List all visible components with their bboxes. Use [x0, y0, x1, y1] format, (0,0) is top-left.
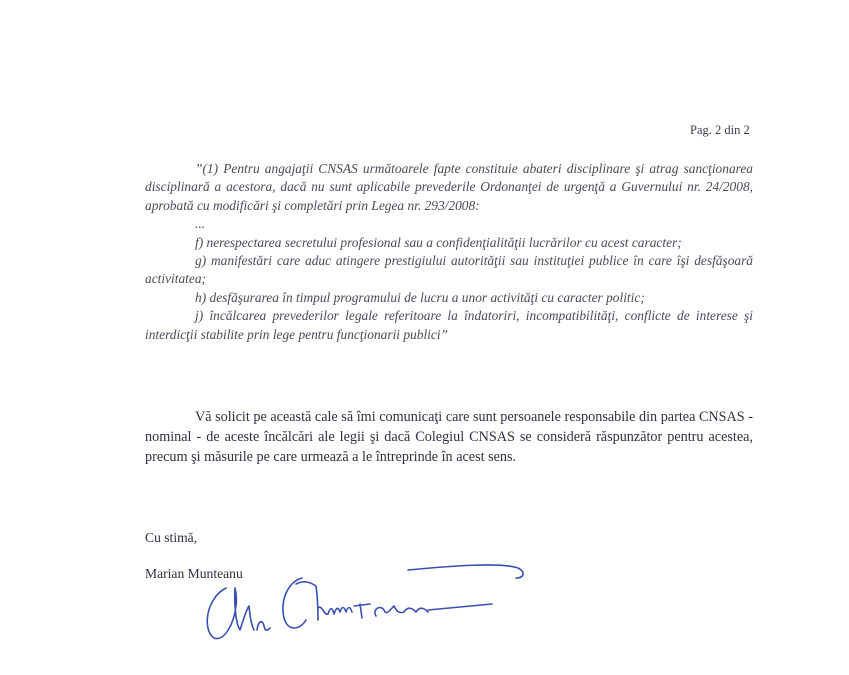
quote-intro: ”(1) Pentru angajaţii CNSAS următoarele fapte constituie abateri disciplinare şi atrag sancţionarea disciplinară a acestora, dacă nu sunt aplicabile prevederile Ordonanţei de urgenţă a Guvernului nr. 24/2008, aprobată cu modificări şi completări prin Legea nr. 293/2008: [145, 161, 753, 213]
request-paragraph: Vă solicit pe această cale să îmi comunicaţi care sunt persoanele responsabile din partea CNSAS - nominal - de aceste încălcări ale legii şi dacă Colegiul CNSAS se consideră răspunzător pentru acestea, precum şi măsurile pe care urmează a le întreprinde în acest sens. [145, 409, 753, 465]
closing-salutation: Cu stimă, [145, 530, 198, 545]
quote-ellipsis: ... [195, 216, 206, 232]
quote-item-g: g) manifestări care aduc atingere prestigiului autorităţii sau instituţiei publice în care îşi desfăşoară activitatea; [145, 253, 753, 287]
handwritten-signature [200, 560, 530, 642]
quote-item-f: f) nerespectarea secretului profesional sau a confidenţialităţii lucrărilor cu acest caracter; [195, 234, 682, 250]
legal-quote [145, 160, 753, 344]
quote-item-h: h) desfăşurarea în timpul programului de lucru a unor activităţi cu caracter politic; [195, 289, 645, 305]
author-name: Marian Munteanu [145, 566, 243, 581]
quote-item-j: j) încălcarea prevederilor legale referitoare la îndatoriri, incompatibilităţi, conflicte de interese şi interdicţii stabilite prin lege pentru funcţionarii publici” [145, 308, 753, 342]
page-number: Pag. 2 din 2 [690, 123, 750, 137]
